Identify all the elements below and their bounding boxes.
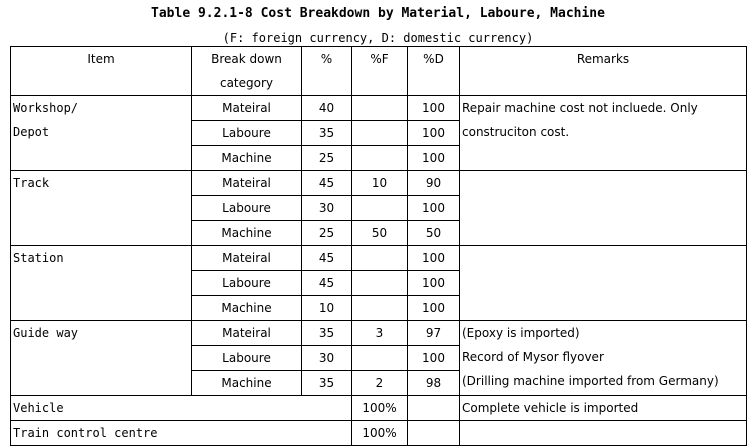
category-cell — [192, 221, 302, 246]
pctF-cell — [352, 371, 408, 396]
category-label: Mateiral — [222, 251, 271, 265]
header-row — [11, 47, 747, 96]
category-label: Laboure — [222, 201, 271, 215]
item-label: Depot — [13, 125, 50, 139]
category-cell — [192, 121, 302, 146]
remark-line: Record of Mysor flyover — [462, 350, 604, 364]
pctD-value: 100 — [422, 301, 445, 315]
remark-line — [460, 219, 746, 243]
header-pctF: %F — [352, 47, 408, 96]
pctF-cell — [352, 96, 408, 121]
pctD-cell — [408, 146, 460, 171]
pct-value: 25 — [318, 151, 335, 165]
pctF-cell — [352, 146, 408, 171]
pctF-cell — [352, 321, 408, 346]
category-label: Machine — [221, 151, 272, 165]
header-pctD: %D — [408, 47, 460, 96]
pctD-value — [408, 396, 459, 420]
pct-cell — [302, 321, 352, 346]
category-cell — [192, 321, 302, 346]
pctD-cell — [408, 96, 460, 121]
pct-cell — [302, 121, 352, 146]
pctF-value: 100% — [362, 426, 397, 440]
table-row — [11, 171, 747, 196]
pctF-cell — [352, 346, 408, 371]
pctD-cell — [408, 271, 460, 296]
pctD-value: 100 — [422, 351, 445, 365]
remark-line: (Drilling machine imported from Germany) — [462, 374, 719, 388]
pct-value: 35 — [318, 376, 335, 390]
remarks-cell — [460, 171, 747, 246]
table-row — [11, 96, 747, 121]
pctD-cell — [408, 296, 460, 321]
item-label: Track — [13, 176, 50, 190]
pctD-value: 90 — [425, 176, 442, 190]
pctD-cell — [408, 396, 460, 421]
pctD-cell — [408, 246, 460, 271]
category-label: Laboure — [222, 351, 271, 365]
category-cell — [192, 271, 302, 296]
pctD-cell — [408, 221, 460, 246]
remark-line — [460, 294, 746, 318]
pct-value: 35 — [318, 326, 335, 340]
pct-cell — [302, 271, 352, 296]
pctD-cell — [408, 321, 460, 346]
category-label: Mateiral — [222, 326, 271, 340]
item-label: Guide way — [13, 326, 79, 340]
header-category: Break down category — [192, 47, 302, 96]
pctD-value: 100 — [422, 151, 445, 165]
item-label: Workshop/ — [13, 101, 79, 115]
pct-cell — [302, 196, 352, 221]
remarks-cell — [460, 396, 747, 421]
pctF-value — [352, 146, 407, 170]
pctD-cell — [408, 121, 460, 146]
category-cell — [192, 171, 302, 196]
remark-line — [460, 270, 746, 294]
pct-cell — [302, 246, 352, 271]
pctF-value: 100% — [362, 401, 397, 415]
remark-line — [460, 195, 746, 219]
header-remarks: Remarks — [460, 47, 747, 96]
pctD-value: 98 — [425, 376, 442, 390]
pctF-cell — [352, 396, 408, 421]
category-cell — [192, 246, 302, 271]
pct-cell — [302, 171, 352, 196]
item-label — [11, 195, 191, 219]
pctD-value: 100 — [422, 126, 445, 140]
pctD-cell — [408, 371, 460, 396]
pctD-value — [408, 421, 459, 445]
category-label: Machine — [221, 301, 272, 315]
pct-value: 45 — [318, 276, 335, 290]
pctF-cell — [352, 296, 408, 321]
pct-cell — [302, 96, 352, 121]
pctF-value — [352, 96, 407, 120]
remark-line — [460, 421, 746, 445]
category-cell — [192, 296, 302, 321]
category-cell — [192, 146, 302, 171]
pctF-value — [352, 271, 407, 295]
pctD-value: 97 — [425, 326, 442, 340]
pctF-value — [352, 296, 407, 320]
pctD-cell — [408, 171, 460, 196]
pctD-value: 100 — [422, 276, 445, 290]
pct-cell — [302, 221, 352, 246]
remarks-cell — [460, 321, 747, 396]
item-label — [11, 270, 191, 294]
item-label: Station — [13, 251, 64, 265]
pct-value: 35 — [318, 126, 335, 140]
pctD-value: 100 — [422, 201, 445, 215]
remarks-cell — [460, 421, 747, 446]
table-subtitle: (F: foreign currency, D: domestic currency) — [222, 31, 534, 45]
item-label: Train control centre — [13, 426, 158, 440]
pct-value: 30 — [318, 351, 335, 365]
table-row — [11, 396, 747, 421]
category-label: Machine — [221, 226, 272, 240]
pctF-value: 10 — [371, 176, 388, 190]
pctF-value: 2 — [375, 376, 384, 390]
pctF-cell — [352, 221, 408, 246]
category-label: Machine — [221, 376, 272, 390]
category-cell — [192, 96, 302, 121]
pctD-cell — [408, 421, 460, 446]
category-cell — [192, 346, 302, 371]
remark-line: Repair machine cost not incluede. Only — [462, 101, 698, 115]
item-cell — [11, 396, 352, 421]
header-pct: % — [302, 47, 352, 96]
table-row — [11, 246, 747, 271]
pctF-value — [352, 346, 407, 370]
pctF-value: 3 — [375, 326, 384, 340]
item-cell — [11, 246, 192, 321]
category-label: Laboure — [222, 126, 271, 140]
pct-cell — [302, 296, 352, 321]
pct-value: 25 — [318, 226, 335, 240]
pctD-cell — [408, 196, 460, 221]
pctF-value — [352, 121, 407, 145]
table-title: Table 9.2.1-8 Cost Breakdown by Material, Laboure, Machine — [151, 6, 605, 21]
pctF-value: 50 — [371, 226, 388, 240]
pctF-cell — [352, 421, 408, 446]
pctF-value — [352, 246, 407, 270]
remark-line: (Epoxy is imported) — [462, 326, 580, 340]
pctD-value: 100 — [422, 101, 445, 115]
pctF-cell — [352, 171, 408, 196]
item-label: Vehicle — [13, 401, 64, 415]
category-label: Mateiral — [222, 101, 271, 115]
pct-cell — [302, 346, 352, 371]
pct-value: 40 — [318, 101, 335, 115]
item-cell — [11, 321, 192, 396]
remark-line — [460, 171, 746, 195]
pct-value: 10 — [318, 301, 335, 315]
pct-cell — [302, 371, 352, 396]
category-label: Laboure — [222, 276, 271, 290]
pct-value: 45 — [318, 251, 335, 265]
remark-line — [460, 144, 746, 168]
cost-breakdown-table — [10, 46, 747, 446]
pctD-value: 50 — [425, 226, 442, 240]
remarks-cell — [460, 246, 747, 321]
pctF-cell — [352, 196, 408, 221]
pctF-value — [352, 196, 407, 220]
remark-line — [460, 246, 746, 270]
pctF-cell — [352, 121, 408, 146]
pctF-cell — [352, 271, 408, 296]
remark-line: Complete vehicle is imported — [462, 401, 639, 415]
pct-value: 30 — [318, 201, 335, 215]
category-cell — [192, 371, 302, 396]
category-cell — [192, 196, 302, 221]
item-cell — [11, 96, 192, 171]
table-row — [11, 421, 747, 446]
pct-cell — [302, 146, 352, 171]
item-cell — [11, 421, 352, 446]
pctD-value: 100 — [422, 251, 445, 265]
header-item: Item — [11, 47, 192, 96]
pctD-cell — [408, 346, 460, 371]
item-cell — [11, 171, 192, 246]
item-label — [11, 345, 191, 369]
pct-value: 45 — [318, 176, 335, 190]
table-row — [11, 321, 747, 346]
remarks-cell — [460, 96, 747, 171]
category-label: Mateiral — [222, 176, 271, 190]
pctF-cell — [352, 246, 408, 271]
remark-line: construciton cost. — [462, 125, 570, 139]
